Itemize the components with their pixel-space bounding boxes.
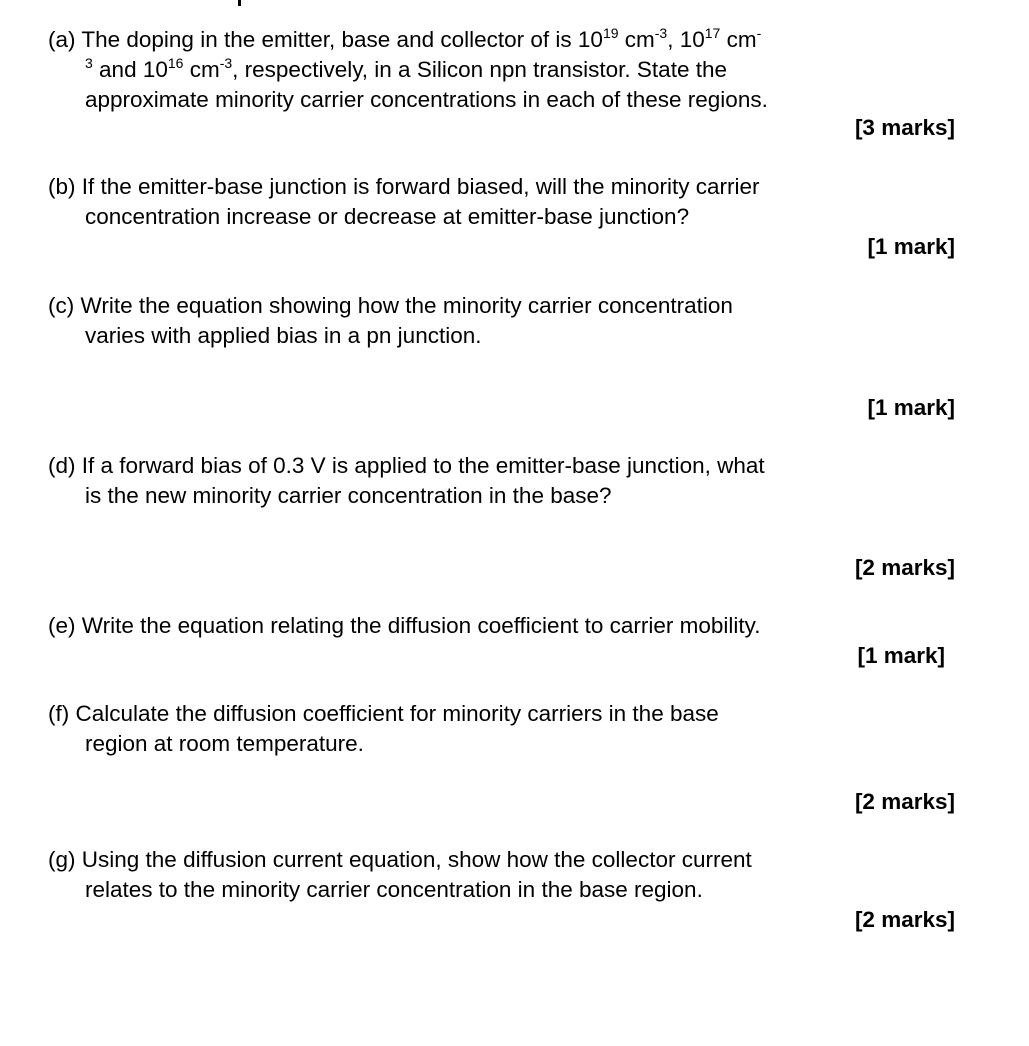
question-a-marks: [3 marks] xyxy=(854,115,955,140)
text: If a forward bias of 0.3 V is applied to the emitter-base junction, what xyxy=(81,453,765,478)
question-label: (f) xyxy=(48,701,70,726)
question-b-marks: [1 mark] xyxy=(867,234,955,259)
text: Write the equation showing how the minority carrier concentration xyxy=(80,293,733,318)
text: cm xyxy=(720,27,757,52)
cropped-heading-fragment xyxy=(238,0,241,6)
question-f-line-1 xyxy=(48,699,719,729)
text: 10 xyxy=(142,57,168,82)
text: , xyxy=(667,27,680,52)
question-a-line-1 xyxy=(48,25,761,57)
question-label: (g) xyxy=(48,847,76,872)
question-a-line-3: approximate minority carrier concentrations in each of these regions. xyxy=(85,87,768,112)
question-d-line-1 xyxy=(48,451,765,481)
question-f-line-2: region at room temperature. xyxy=(85,731,364,756)
question-e-marks: [1 mark] xyxy=(857,643,945,668)
exponent: - xyxy=(756,25,762,41)
text: cm xyxy=(618,27,655,52)
question-g-line-2: relates to the minority carrier concentration in the base region. xyxy=(85,877,703,902)
question-d-line-2: is the new minority carrier concentration in the base? xyxy=(85,483,612,508)
question-label: (e) xyxy=(48,613,76,638)
question-g-marks: [2 marks] xyxy=(854,907,955,932)
question-c-line-1 xyxy=(48,291,733,321)
question-b-line-2: concentration increase or decrease at emitter-base junction? xyxy=(85,204,690,229)
text: cm xyxy=(183,57,220,82)
exponent: 3 xyxy=(85,55,93,71)
text: Write the equation relating the diffusion coefficient to carrier mobility. xyxy=(81,613,761,638)
question-label: (c) xyxy=(48,293,75,318)
question-c-marks: [1 mark] xyxy=(867,395,955,420)
text: The doping in the emitter, base and collector of is xyxy=(81,27,578,52)
text: and xyxy=(92,57,143,82)
exponent: 19 xyxy=(602,25,619,41)
text: If the emitter-base junction is forward biased, will the minority carrier xyxy=(81,174,760,199)
question-e-line-1 xyxy=(48,611,760,641)
question-c-line-2: varies with applied bias in a pn junction. xyxy=(85,323,482,348)
question-g-line-1 xyxy=(48,845,752,875)
text: Using the diffusion current equation, show how the collector current xyxy=(81,847,752,872)
question-d-marks: [2 marks] xyxy=(854,555,955,580)
question-label: (a) xyxy=(48,27,76,52)
exponent: -3 xyxy=(654,25,668,41)
question-f-marks: [2 marks] xyxy=(854,789,955,814)
text: 10 xyxy=(577,27,603,52)
exponent: 17 xyxy=(704,25,721,41)
question-label: (d) xyxy=(48,453,76,478)
text: , respectively, in a Silicon npn transistor. State the xyxy=(232,57,727,82)
question-label: (b) xyxy=(48,174,76,199)
exponent: -3 xyxy=(219,55,233,71)
question-a-line-2 xyxy=(85,55,727,87)
text: Calculate the diffusion coefficient for minority carriers in the base xyxy=(75,701,719,726)
exponent: 16 xyxy=(167,55,184,71)
text: 10 xyxy=(679,27,705,52)
question-b-line-1 xyxy=(48,172,760,202)
